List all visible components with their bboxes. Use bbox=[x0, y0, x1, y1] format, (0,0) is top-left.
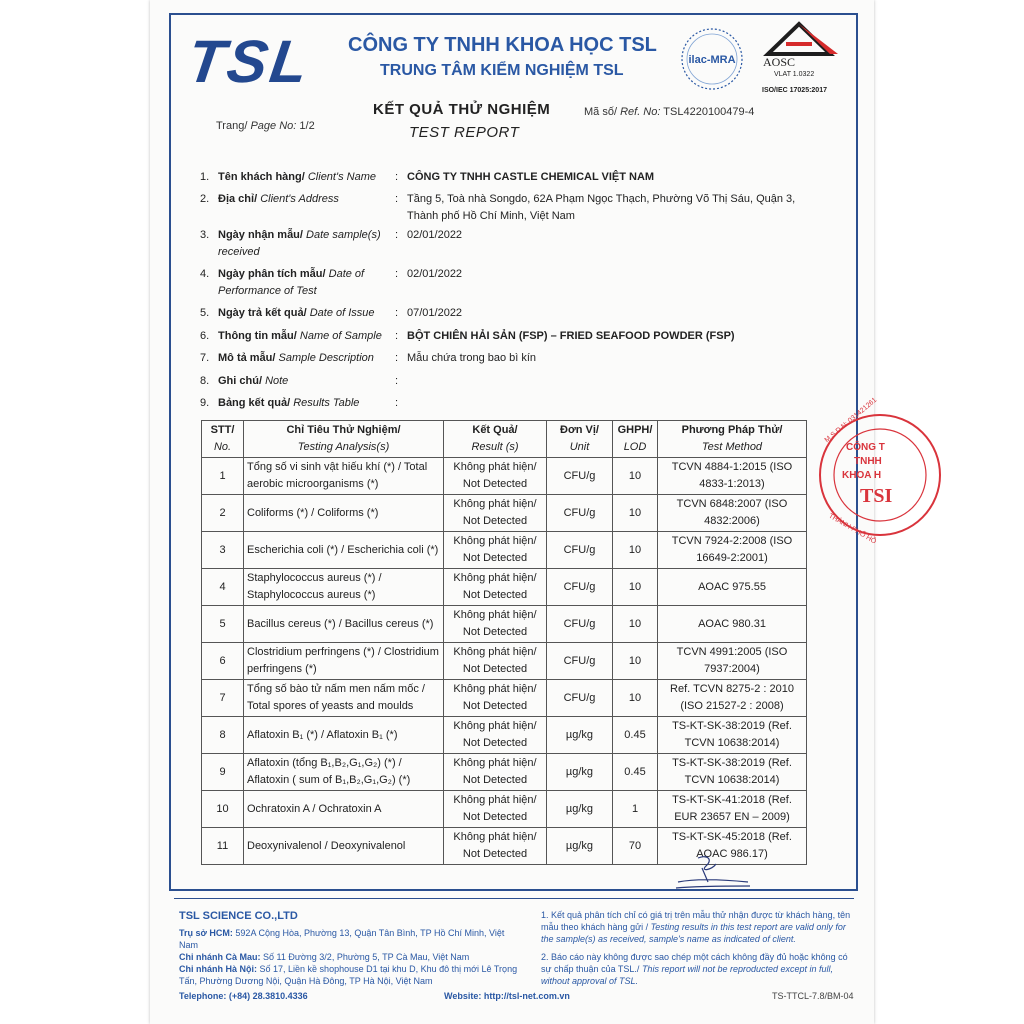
footer-hq-address bbox=[179, 927, 524, 951]
cell-no: 5 bbox=[202, 606, 244, 643]
cell-analysis: Coliforms (*) / Coliforms (*) bbox=[244, 495, 444, 532]
ref-label-en: Ref. No: bbox=[620, 106, 661, 118]
header-en: Result (s) bbox=[471, 441, 519, 453]
footer-company-name: TSL SCIENCE CO.,LTD bbox=[179, 910, 298, 922]
footer-hq-label: Trụ sở HCM: bbox=[179, 928, 233, 938]
cell-unit: CFU/g bbox=[547, 569, 613, 606]
cell-method: TCVN 7924-2:2008 (ISO 16649-2:2001) bbox=[658, 532, 807, 569]
footer-hanoi-label: Chi nhánh Hà Nội: bbox=[179, 964, 257, 974]
center-name: TRUNG TÂM KIỂM NGHIỆM TSL bbox=[380, 62, 624, 79]
info-label-vi: Bảng kết quả/ bbox=[218, 397, 291, 409]
cell-lod: 10 bbox=[613, 569, 658, 606]
info-colon: : bbox=[395, 229, 399, 241]
table-row bbox=[202, 532, 807, 569]
info-label-en: Name of Sample bbox=[299, 330, 382, 342]
footer-note-2-vi: Báo cáo này không được sao chép một cách không đầy đủ hoặc không có sự chấp thuận của TSL./ bbox=[541, 952, 848, 974]
cell-result: Không phát hiện/ Not Detected bbox=[444, 791, 547, 828]
info-label bbox=[218, 191, 390, 208]
footer-note-2 bbox=[541, 951, 853, 987]
header-vi: GHPH/ bbox=[617, 424, 653, 436]
cell-unit: µg/kg bbox=[547, 828, 613, 865]
footer-note-2-num: 2. bbox=[541, 952, 549, 962]
header-vi: Phương Pháp Thử/ bbox=[681, 424, 783, 436]
info-number: 5. bbox=[200, 307, 210, 319]
cell-result: Không phát hiện/ Not Detected bbox=[444, 532, 547, 569]
cell-unit: CFU/g bbox=[547, 458, 613, 495]
cell-analysis: Deoxynivalenol / Deoxynivalenol bbox=[244, 828, 444, 865]
stamp-bottom-text: THÀNH PHỐ HỒ bbox=[827, 512, 878, 546]
cell-result: Không phát hiện/ Not Detected bbox=[444, 828, 547, 865]
cell-result: Không phát hiện/ Not Detected bbox=[444, 606, 547, 643]
cell-method: TS-KT-SK-38:2019 (Ref. TCVN 10638:2014) bbox=[658, 754, 807, 791]
cell-no: 1 bbox=[202, 458, 244, 495]
cell-lod: 10 bbox=[613, 680, 658, 717]
info-colon: : bbox=[395, 397, 399, 409]
info-number: 1. bbox=[200, 171, 210, 183]
cell-result: Không phát hiện/ Not Detected bbox=[444, 495, 547, 532]
footer-website-label: Website: bbox=[444, 991, 482, 1001]
cell-unit: CFU/g bbox=[547, 495, 613, 532]
ref-value: TSL4220100479-4 bbox=[663, 106, 755, 118]
info-label-vi: Ngày phân tích mẫu/ bbox=[218, 268, 326, 280]
info-colon: : bbox=[395, 307, 399, 319]
ilac-mra-logo bbox=[680, 27, 744, 91]
cell-no: 3 bbox=[202, 532, 244, 569]
info-label-en: Client's Name bbox=[307, 171, 376, 183]
info-value: CÔNG TY TNHH CASTLE CHEMICAL VIỆT NAM bbox=[407, 171, 655, 183]
info-colon: : bbox=[395, 352, 399, 364]
ilac-mra-text: ilac-MRA bbox=[688, 54, 736, 66]
info-label-en: Note bbox=[265, 375, 289, 387]
cell-analysis: Clostridium perfringens (*) / Clostridium perfringens (*) bbox=[244, 643, 444, 680]
aosc-vlat-label: VLAT 1.0322 bbox=[774, 71, 815, 78]
cell-analysis: Bacillus cereus (*) / Bacillus cereus (*) bbox=[244, 606, 444, 643]
footer-note-1 bbox=[541, 909, 853, 945]
cell-lod: 0.45 bbox=[613, 717, 658, 754]
cell-no: 4 bbox=[202, 569, 244, 606]
stamp-top-text: M.S.D.N: 031421261 bbox=[823, 396, 879, 445]
cell-lod: 0.45 bbox=[613, 754, 658, 791]
info-colon: : bbox=[395, 171, 399, 183]
cell-result: Không phát hiện/ Not Detected bbox=[444, 680, 547, 717]
info-number: 3. bbox=[200, 229, 210, 241]
info-number: 2. bbox=[200, 193, 210, 205]
cell-lod: 10 bbox=[613, 606, 658, 643]
info-label bbox=[218, 395, 390, 412]
info-label-en: Sample Description bbox=[278, 352, 374, 364]
header-en: LOD bbox=[623, 441, 647, 453]
info-label bbox=[218, 373, 390, 390]
header-vi: Kết Quả/ bbox=[472, 424, 518, 436]
report-title-vi: KẾT QUẢ THỬ NGHIỆM bbox=[373, 101, 551, 118]
stamp-line2: TNHH bbox=[854, 456, 882, 467]
stamp-line3: KHOA H bbox=[842, 470, 882, 481]
cell-unit: CFU/g bbox=[547, 643, 613, 680]
cell-analysis: Ochratoxin A / Ochratoxin A bbox=[244, 791, 444, 828]
cell-no: 11 bbox=[202, 828, 244, 865]
table-row bbox=[202, 717, 807, 754]
table-header-cell bbox=[658, 421, 807, 458]
table-header-cell bbox=[613, 421, 658, 458]
footer-camau-label: Chi nhánh Cà Mau: bbox=[179, 952, 261, 962]
info-label bbox=[218, 328, 390, 345]
report-title-en: TEST REPORT bbox=[409, 124, 520, 141]
tsl-logo: TSL bbox=[183, 28, 316, 95]
info-label bbox=[218, 169, 390, 186]
cell-analysis: Aflatoxin (tổng B₁,B₂,G₁,G₂) (*) / Aflatoxin ( sum of B₁,B₂,G₁,G₂) (*) bbox=[244, 754, 444, 791]
cell-result: Không phát hiện/ Not Detected bbox=[444, 643, 547, 680]
header-en: Test Method bbox=[701, 441, 763, 453]
info-label bbox=[218, 227, 390, 261]
info-label-en: Date of Performance of Test bbox=[218, 268, 365, 297]
cell-unit: µg/kg bbox=[547, 754, 613, 791]
cell-method: TCVN 6848:2007 (ISO 4832:2006) bbox=[658, 495, 807, 532]
info-colon: : bbox=[395, 268, 399, 280]
info-label-vi: Thông tin mẫu/ bbox=[218, 330, 297, 342]
footer-note-1-num: 1. bbox=[541, 910, 549, 920]
info-label bbox=[218, 266, 390, 300]
cell-unit: CFU/g bbox=[547, 680, 613, 717]
results-table bbox=[201, 420, 807, 865]
table-row bbox=[202, 680, 807, 717]
footer-phone bbox=[179, 990, 308, 1002]
table-row bbox=[202, 495, 807, 532]
info-number: 6. bbox=[200, 330, 210, 342]
info-label-vi: Ghi chú/ bbox=[218, 375, 262, 387]
stamp-line1: CÔNG T bbox=[846, 442, 885, 453]
info-colon: : bbox=[395, 193, 399, 205]
cell-analysis: Tổng số bào tử nấm men nấm mốc / Total spores of yeasts and moulds bbox=[244, 680, 444, 717]
info-colon: : bbox=[395, 330, 399, 342]
table-header-cell bbox=[202, 421, 244, 458]
cell-no: 6 bbox=[202, 643, 244, 680]
cell-unit: µg/kg bbox=[547, 791, 613, 828]
info-label-vi: Mô tả mẫu/ bbox=[218, 352, 276, 364]
info-label-vi: Ngày trả kết quả/ bbox=[218, 307, 307, 319]
page-label-en: Page No: bbox=[250, 120, 297, 132]
table-row bbox=[202, 643, 807, 680]
header-en: No. bbox=[213, 441, 232, 453]
footer-note-1-en: Testing results in this test report are valid only for the sample(s) as received, sample's name as indicated of client. bbox=[541, 922, 846, 944]
footer-camau-address bbox=[179, 951, 524, 963]
info-label bbox=[218, 305, 390, 322]
info-label-vi: Địa chỉ/ bbox=[218, 193, 258, 205]
cell-analysis: Tổng số vi sinh vật hiếu khí (*) / Total aerobic microorganisms (*) bbox=[244, 458, 444, 495]
cell-lod: 10 bbox=[613, 643, 658, 680]
cell-method: TS-KT-SK-38:2019 (Ref. TCVN 10638:2014) bbox=[658, 717, 807, 754]
company-name: CÔNG TY TNHH KHOA HỌC TSL bbox=[348, 34, 657, 56]
info-value: 07/01/2022 bbox=[407, 307, 463, 319]
footer-hanoi-value: Số 17, Liền kề shophouse D1 tại khu D, Khu đô thị mới Lê Trọng Tấn, Phường Dương Nội, Quận Hà Đông, TP Hà Nội, Việt Nam bbox=[179, 964, 518, 986]
cell-lod: 10 bbox=[613, 532, 658, 569]
cell-unit: CFU/g bbox=[547, 532, 613, 569]
header-vi: Đơn Vị/ bbox=[560, 424, 599, 436]
aosc-label: AOSC bbox=[763, 55, 796, 69]
footer-hanoi-address bbox=[179, 963, 524, 987]
cell-result: Không phát hiện/ Not Detected bbox=[444, 569, 547, 606]
cell-method: AOAC 980.31 bbox=[658, 606, 807, 643]
footer-camau-value: Số 11 Đường 3/2, Phường 5, TP Cà Mau, Việt Nam bbox=[263, 952, 470, 962]
cell-method: TCVN 4991:2005 (ISO 7937:2004) bbox=[658, 643, 807, 680]
info-number: 7. bbox=[200, 352, 210, 364]
info-value: 02/01/2022 bbox=[407, 268, 463, 280]
table-header-cell bbox=[547, 421, 613, 458]
header-vi: STT/ bbox=[210, 424, 235, 436]
cell-no: 2 bbox=[202, 495, 244, 532]
cell-method: AOAC 975.55 bbox=[658, 569, 807, 606]
info-value: Tầng 5, Toà nhà Songdo, 62A Phạm Ngọc Thạch, Phường Võ Thị Sáu, Quận 3, Thành phố Hồ Chí Minh, Việt Nam bbox=[407, 193, 796, 222]
table-row bbox=[202, 458, 807, 495]
page-number bbox=[216, 120, 315, 132]
info-value: BỘT CHIÊN HẢI SẢN (FSP) – FRIED SEAFOOD POWDER (FSP) bbox=[407, 330, 735, 342]
footer-hq-value: 592A Cộng Hòa, Phường 13, Quận Tân Bình, TP Hồ Chí Minh, Việt Nam bbox=[179, 928, 505, 950]
aosc-iso-label: ISO/IEC 17025:2017 bbox=[762, 87, 827, 94]
footer-note-2-en: This report will not be reproducted except in full, without approval of TSL. bbox=[541, 964, 834, 986]
page-label-vi: Trang/ bbox=[216, 120, 248, 132]
cell-method: TCVN 4884-1:2015 (ISO 4833-1:2013) bbox=[658, 458, 807, 495]
cell-no: 10 bbox=[202, 791, 244, 828]
header-en: Unit bbox=[569, 441, 590, 453]
footer-phone-value: (+84) 28.3810.4336 bbox=[228, 991, 308, 1001]
table-header-row bbox=[202, 421, 807, 458]
report-reference-number bbox=[584, 106, 754, 118]
info-number: 8. bbox=[200, 375, 210, 387]
cell-method: TS-KT-SK-45:2018 (Ref. AOAC 986.17) bbox=[658, 828, 807, 865]
company-stamp bbox=[810, 396, 893, 546]
cell-no: 9 bbox=[202, 754, 244, 791]
info-number: 4. bbox=[200, 268, 210, 280]
cell-lod: 10 bbox=[613, 458, 658, 495]
cell-analysis: Escherichia coli (*) / Escherichia coli (*) bbox=[244, 532, 444, 569]
footer-website-value: http://tsl-net.com.vn bbox=[483, 991, 570, 1001]
cell-unit: CFU/g bbox=[547, 606, 613, 643]
stamp-line4: TSI bbox=[860, 485, 893, 507]
table-row bbox=[202, 791, 807, 828]
cell-lod: 1 bbox=[613, 791, 658, 828]
table-row bbox=[202, 754, 807, 791]
info-colon: : bbox=[395, 375, 399, 387]
cell-unit: µg/kg bbox=[547, 717, 613, 754]
table-row bbox=[202, 606, 807, 643]
header-vi: Chỉ Tiêu Thử Nghiệm/ bbox=[286, 424, 401, 436]
cell-no: 7 bbox=[202, 680, 244, 717]
info-value: 02/01/2022 bbox=[407, 229, 463, 241]
info-label-en: Client's Address bbox=[260, 193, 339, 205]
cell-method: Ref. TCVN 8275-2 : 2010 (ISO 21527-2 : 2008) bbox=[658, 680, 807, 717]
cell-result: Không phát hiện/ Not Detected bbox=[444, 754, 547, 791]
cell-result: Không phát hiện/ Not Detected bbox=[444, 458, 547, 495]
info-label-en: Results Table bbox=[293, 397, 360, 409]
cell-method: TS-KT-SK-41:2018 (Ref. EUR 23657 EN – 2009) bbox=[658, 791, 807, 828]
info-value: Mẫu chứa trong bao bì kín bbox=[407, 352, 537, 364]
footer-phone-label: Telephone: bbox=[179, 991, 227, 1001]
info-label-en: Date sample(s) received bbox=[218, 229, 381, 258]
cell-analysis: Aflatoxin B₁ (*) / Aflatoxin B₁ (*) bbox=[244, 717, 444, 754]
table-header-cell bbox=[244, 421, 444, 458]
info-label-vi: Ngày nhận mẫu/ bbox=[218, 229, 303, 241]
cell-no: 8 bbox=[202, 717, 244, 754]
cell-lod: 10 bbox=[613, 495, 658, 532]
ref-label-vi: Mã số/ bbox=[584, 106, 618, 118]
header-en: Testing Analysis(s) bbox=[297, 441, 390, 453]
footer-form-code: TS-TTCL-7.8/BM-04 bbox=[772, 991, 854, 1001]
info-label bbox=[218, 350, 390, 367]
info-label-en: Date of Issue bbox=[309, 307, 375, 319]
cell-lod: 70 bbox=[613, 828, 658, 865]
table-header-cell bbox=[444, 421, 547, 458]
info-label-vi: Tên khách hàng/ bbox=[218, 171, 305, 183]
footer-divider bbox=[174, 898, 854, 899]
footer-website bbox=[444, 990, 570, 1002]
cell-analysis: Staphylococcus aureus (*) / Staphylococcus aureus (*) bbox=[244, 569, 444, 606]
table-row bbox=[202, 569, 807, 606]
signature bbox=[668, 852, 754, 894]
info-number: 9. bbox=[200, 397, 210, 409]
page-value: 1/2 bbox=[299, 120, 315, 132]
cell-result: Không phát hiện/ Not Detected bbox=[444, 717, 547, 754]
footer-note-1-vi: Kết quả phân tích chỉ có giá trị trên mẫu thử nhận được từ khách hàng, tên mẫu theo khách hàng gửi / bbox=[541, 910, 851, 932]
